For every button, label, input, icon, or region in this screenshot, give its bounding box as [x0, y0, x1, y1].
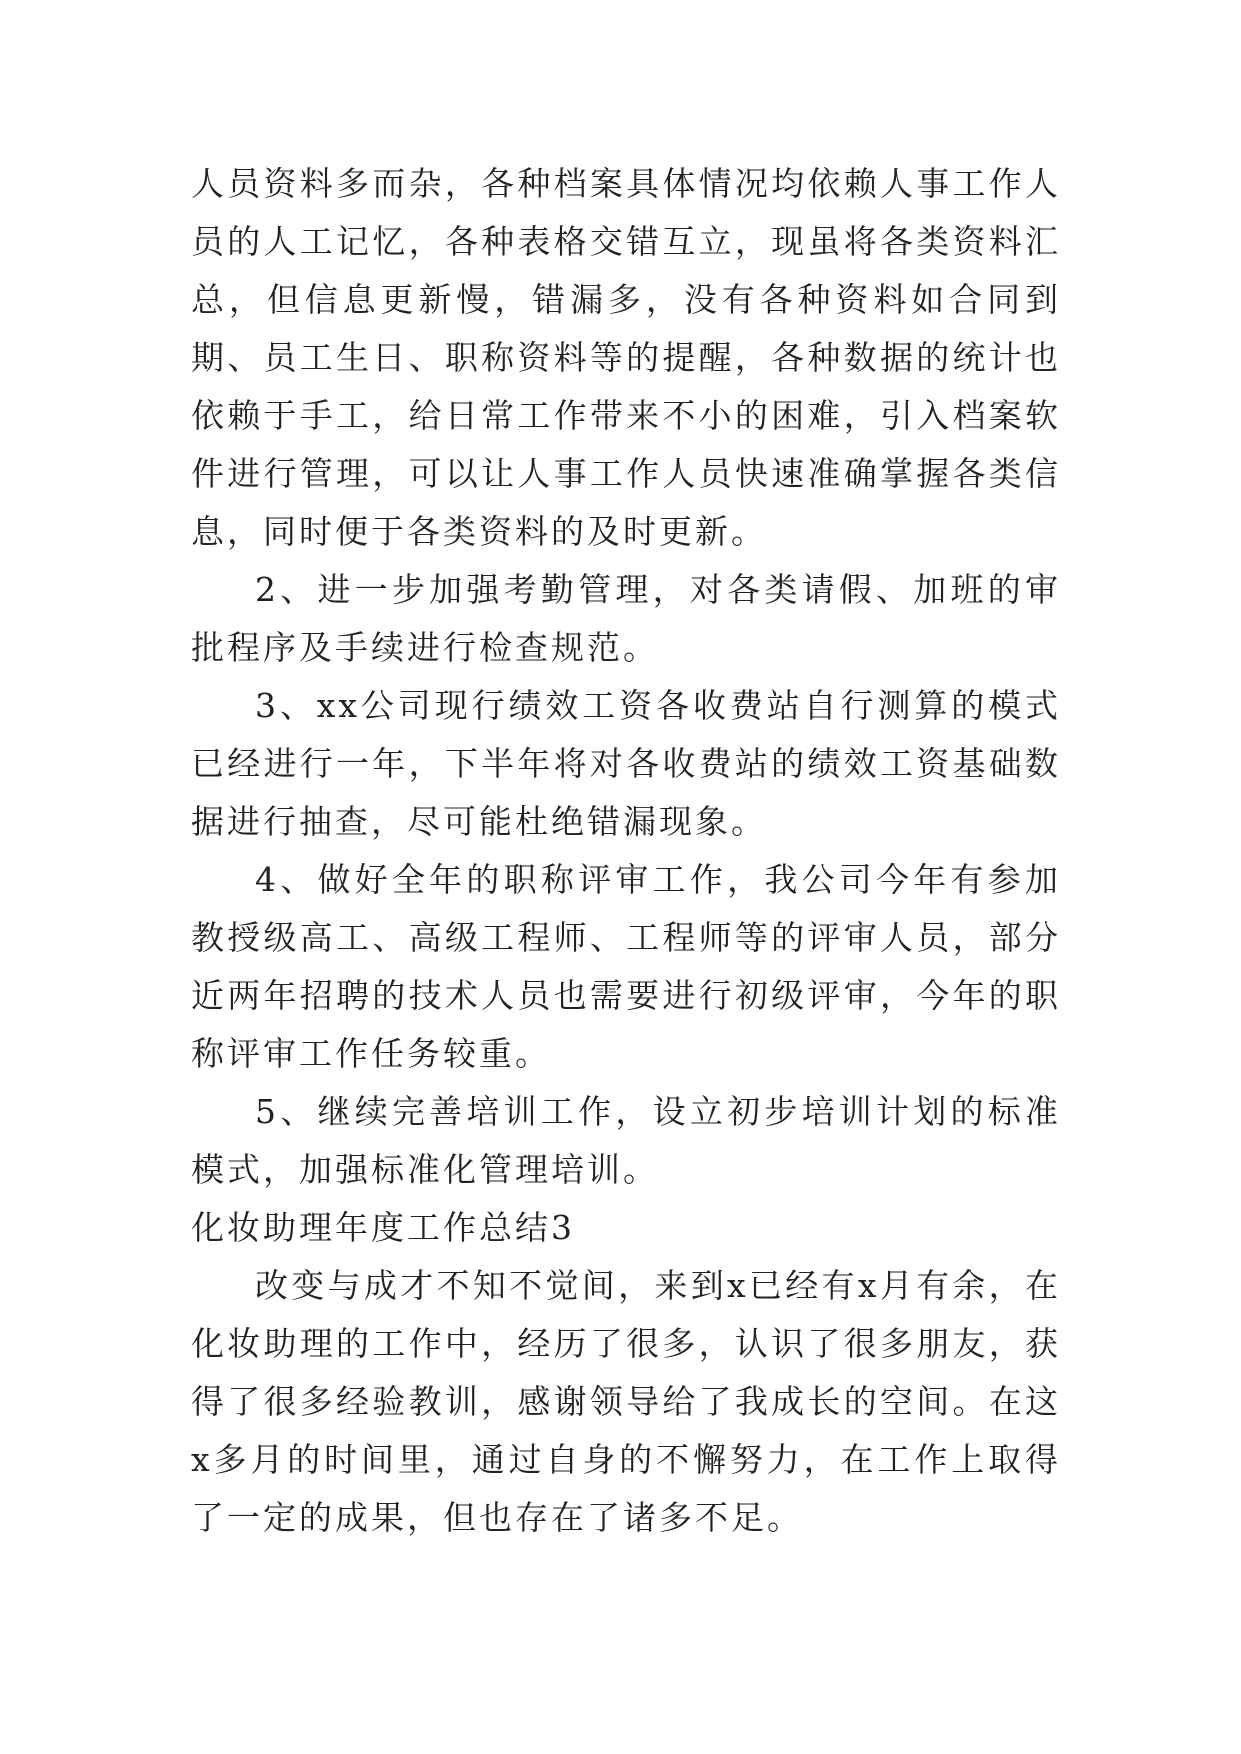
document-body [191, 155, 1061, 1547]
paragraph-continuation: 人员资料多而杂，各种档案具体情况均依赖人事工作人员的人工记忆，各种表格交错互立，现虽将各类资料汇总，但信息更新慢，错漏多，没有各种资料如合同到期、员工生日、职称资料等的提醒，各种数据的统计也依赖于手工，给日常工作带来不小的困难，引入档案软件进行管理，可以让人事工作人员快速准确掌握各类信息，同时便于各类资料的及时更新。 [191, 164, 1061, 551]
section-heading: 化妆助理年度工作总结3 [191, 1208, 575, 1247]
paragraph-item-2: 2、进一步加强考勤管理，对各类请假、加班的审批程序及手续进行检查规范。 [191, 570, 1061, 667]
paragraph-item-3: 3、xx公司现行绩效工资各收费站自行测算的模式已经进行一年，下半年将对各收费站的绩效工资基础数据进行抽查，尽可能杜绝错漏现象。 [191, 686, 1061, 841]
paragraph-summary-intro: 改变与成才不知不觉间，来到x已经有x月有余，在化妆助理的工作中，经历了很多，认识了很多朋友，获得了很多经验教训，感谢领导给了我成长的空间。在这x多月的时间里，通过自身的不懈努力，在工作上取得了一定的成果，但也存在了诸多不足。 [191, 1266, 1061, 1537]
paragraph-item-5: 5、继续完善培训工作，设立初步培训计划的标准模式，加强标准化管理培训。 [191, 1092, 1061, 1189]
paragraph-item-4: 4、做好全年的职称评审工作，我公司今年有参加教授级高工、高级工程师、工程师等的评审人员，部分近两年招聘的技术人员也需要进行初级评审，今年的职称评审工作任务较重。 [191, 860, 1061, 1073]
